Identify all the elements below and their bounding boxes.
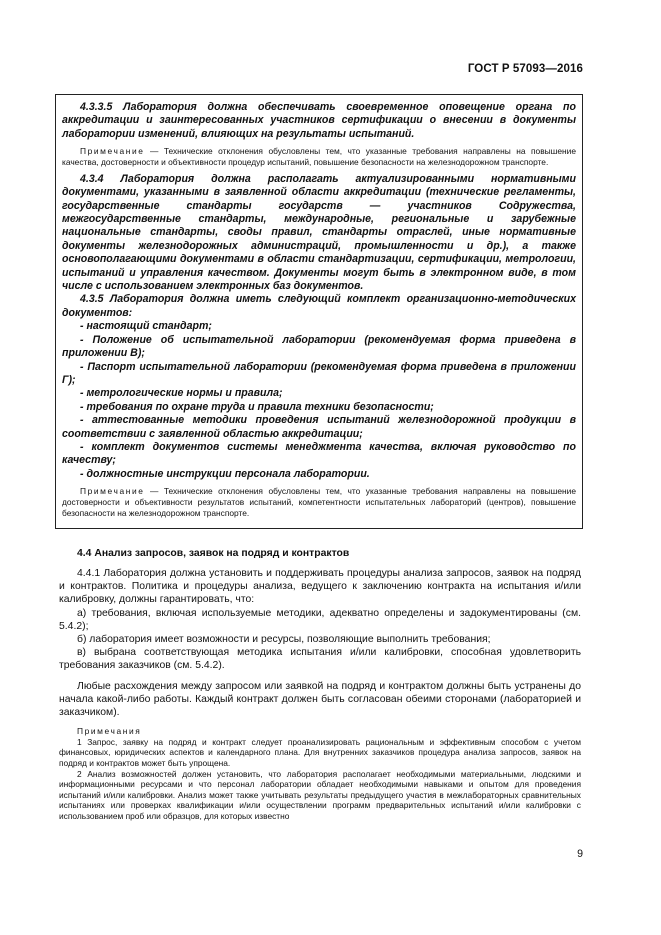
list-item: - должностные инструкции персонала лаборатории. [80,467,370,480]
clause-4-3-3-5: 4.3.3.5 Лаборатория должна обеспечивать своевременное оповещение органа по аккредитации и заинтересованных участников сертификации о внесении в документы лаборатории изменений, влияющих на результаты испытаний. [62,101,576,140]
list-item: - требования по охране труда и правила техники безопасности; [80,400,434,413]
note-text: — Технические отклонения обусловлены тем, что указанные требования направлены на повышение достоверности и объективности результатов испытаний, компетентности испытательных лабораторий (центров), повышение безопасности на железнодорожном транспорте. [62,486,576,518]
clause-4-3-4: 4.3.4 Лаборатория должна располагать актуализированными нормативными документами, указанными в заявленной области аккредитации (технические регламенты, государственные стандарты государств — участников Содружества, межгосударственные стандарты, международные, региональные и зарубежные национальные стандарты, своды правил, стандарты отраслей, иные нормативные документы железнодорожных администраций, промышленности и др.), а также основополагающими документами в области стандартизации, сертификации, метрологии, испытаний и управления качеством. Документы могут быть в электронном виде, в том числе с использованием электронных баз документов. [62,172,576,293]
note-2: 2 Анализ возможностей должен установить, что лаборатория располагает необходимыми материальными, людскими и информационными ресурсами и что персонал лаборатории обладает необходимыми навыками и опытом для проведения испытаний и/или калибровки. Анализ может также учитывать результаты предыдущего участия в межлабораторных сравнительных испытаниях или проверках квалификации и/или осуществлении программ предварительных испытаний и/или калибровки с использованием проб или образцов, для которых известно [59,768,581,821]
section-4-4 [59,548,581,822]
notes-label: Примечания [77,726,142,737]
item-c: в) выбрана соответствующая методика испытания и/или калибровки, способная удовлетворить требования заказчиков (см. 5.4.2). [59,647,581,672]
item-b: б) лаборатория имеет возможности и ресурсы, позволяющие выполнить требования; [77,634,491,646]
discrepancy-paragraph: Любые расхождения между запросом или заявкой на подряд и контрактом должны быть устранены до начала какой-либо работы. Каждый контракт должен быть согласован обеими сторонами (лабораторией и заказчиком). [59,680,581,719]
note-text: — Технические отклонения обусловлены тем, что указанные требования направлены на повышение качества, достоверности и объективности процедур испытаний, повышение безопасности на железнодорожном транспорте. [62,146,576,168]
list-item: - комплект документов системы менеджмента качества, включая руководство по качеству; [62,440,576,467]
note-deviation-1 [62,146,576,168]
document-header: ГОСТ Р 57093—2016 [467,63,583,75]
note-label: Примечание [80,146,145,157]
framed-deviation-block [55,94,583,529]
clause-4-4-1: 4.4.1 Лаборатория должна установить и поддерживать процедуры анализа запросов, заявок на подряд и контрактов. Политика и процедуры анализа, ведущего к заключению контракта на испытания и/или калибровку, должны гарантировать, что: [59,568,581,606]
list-item: - Паспорт испытательной лаборатории (рекомендуемая форма приведена в приложении Г); [62,360,576,386]
item-a: а) требования, включая используемые методики, адекватно определены и задокументированы (см. 5.4.2); [59,607,581,632]
list-item: - Положение об испытательной лаборатории (рекомендуемая форма приведена в приложении В); [62,333,576,360]
clause-4-3-5: 4.3.5 Лаборатория должна иметь следующий комплект организационно-методических документов: [62,293,576,319]
list-item: - аттестованные методики проведения испытаний железнодорожной продукции в соответствии с заявленной областью аккредитации; [62,414,576,440]
page-number: 9 [577,848,583,860]
list-item: - настоящий стандарт; [80,320,212,333]
note-1: 1 Запрос, заявку на подряд и контракт следует проанализировать рациональным и эффективным способом с учетом финансовых, юридических аспектов и календарного плана. Для внутренних заказчиков процедура анализа запросов, заявок на подряд и контрактов может быть упрощена. [59,736,581,769]
note-deviation-2 [62,486,576,518]
list-item: - метрологические нормы и правила; [80,387,283,400]
note-label: Примечание [80,486,145,497]
section-title: 4.4 Анализ запросов, заявок на подряд и контрактов [77,548,350,559]
